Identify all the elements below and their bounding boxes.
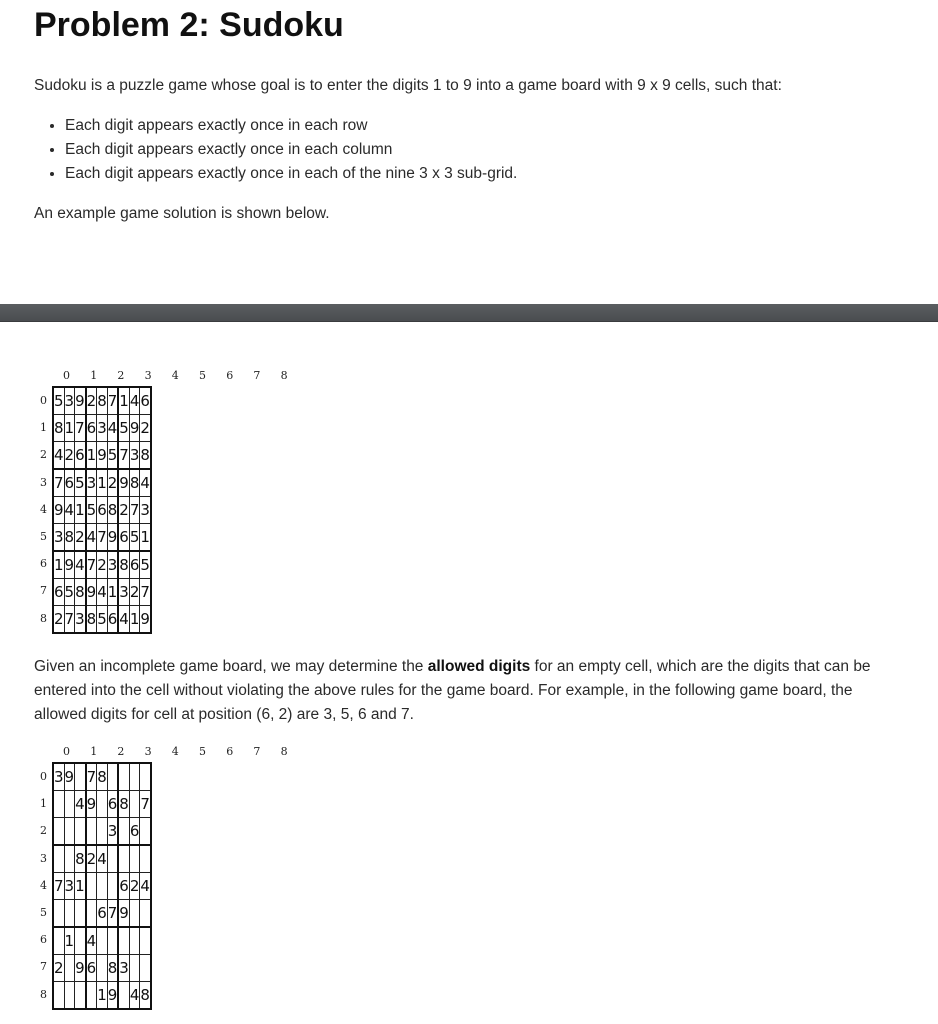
solution-cell: 3	[129, 442, 140, 470]
incomplete-cell	[107, 927, 118, 955]
solution-cell: 6	[118, 524, 129, 552]
solution-cell: 5	[75, 469, 86, 497]
solution-cell: 7	[118, 442, 129, 470]
incomplete-cell	[97, 873, 108, 900]
solution-col-label: 2	[117, 369, 125, 382]
incomplete-cell	[53, 900, 64, 928]
solution-cell: 5	[97, 606, 108, 634]
solution-row-label: 0	[40, 394, 47, 407]
solution-cell: 7	[53, 469, 64, 497]
incomplete-col-label: 8	[280, 745, 288, 758]
incomplete-cell: 7	[53, 873, 64, 900]
incomplete-col-label: 1	[90, 745, 98, 758]
solution-cell: 8	[118, 551, 129, 579]
solution-grid	[52, 386, 152, 634]
incomplete-cell	[118, 763, 129, 791]
rule-item: • Each digit appears exactly once in each row	[65, 114, 517, 138]
solution-cell: 1	[140, 524, 151, 552]
solution-cell: 3	[53, 524, 64, 552]
incomplete-cell: 1	[64, 927, 75, 955]
para-text-after: for an empty cell, which are the digits that can be entered into the cell without violating the above rules for the game board. For example, in the following game board, the allowed digits for cell at position (6, 2) are 3, 5, 6 and 7.	[34, 658, 871, 723]
incomplete-cell	[97, 955, 108, 982]
solution-cell: 9	[53, 497, 64, 524]
section-divider	[0, 304, 938, 322]
incomplete-cell: 6	[118, 873, 129, 900]
incomplete-cell	[107, 763, 118, 791]
solution-cell: 1	[53, 551, 64, 579]
solution-cell: 1	[86, 442, 97, 470]
solution-cell: 2	[53, 606, 64, 634]
solution-cell: 1	[75, 497, 86, 524]
solution-row-label: 4	[40, 502, 47, 516]
incomplete-cell	[86, 982, 97, 1010]
incomplete-cell: 8	[97, 763, 108, 791]
incomplete-cell: 3	[118, 955, 129, 982]
solution-cell: 2	[75, 524, 86, 552]
incomplete-cell: 4	[129, 982, 140, 1010]
solution-cell: 5	[118, 415, 129, 442]
incomplete-cell	[64, 982, 75, 1010]
rule-item: • Each digit appears exactly once in each of the nine 3 x 3 sub-grid.	[65, 162, 517, 186]
intro-paragraph: Sudoku is a puzzle game whose goal is to enter the digits 1 to 9 into a game board with 9 x 9 cells, such that:	[34, 77, 782, 94]
incomplete-cell	[118, 845, 129, 873]
incomplete-cell	[107, 845, 118, 873]
incomplete-cell	[53, 927, 64, 955]
solution-cell: 6	[86, 415, 97, 442]
incomplete-cell	[97, 818, 108, 846]
incomplete-cell: 9	[75, 955, 86, 982]
incomplete-row-label: 8	[40, 987, 47, 1001]
solution-row-label: 8	[40, 611, 47, 625]
incomplete-col-label: 2	[117, 745, 125, 758]
incomplete-cell: 4	[86, 927, 97, 955]
incomplete-cell	[64, 900, 75, 928]
incomplete-cell: 2	[129, 873, 140, 900]
solution-cell: 5	[86, 497, 97, 524]
incomplete-row-label: 5	[40, 906, 47, 919]
solution-cell: 5	[140, 551, 151, 579]
incomplete-row-label: 0	[40, 770, 47, 783]
solution-cell: 2	[118, 497, 129, 524]
solution-cell: 7	[86, 551, 97, 579]
solution-cell: 6	[129, 551, 140, 579]
solution-cell: 6	[64, 469, 75, 497]
incomplete-cell: 8	[140, 982, 151, 1010]
incomplete-cell	[129, 763, 140, 791]
solution-cell: 7	[97, 524, 108, 552]
incomplete-cell	[86, 900, 97, 928]
solution-row-label: 6	[40, 557, 47, 571]
incomplete-cell	[140, 763, 151, 791]
solution-cell: 2	[97, 551, 108, 579]
incomplete-cell	[118, 982, 129, 1010]
incomplete-cell	[64, 955, 75, 982]
solution-col-label: 5	[199, 369, 206, 382]
solution-cell: 4	[118, 606, 129, 634]
incomplete-cell: 4	[140, 873, 151, 900]
solution-cell: 2	[86, 387, 97, 415]
solution-cell: 9	[118, 469, 129, 497]
page-title: Problem 2: Sudoku	[34, 6, 344, 44]
incomplete-cell	[129, 900, 140, 928]
solution-cell: 2	[64, 442, 75, 470]
solution-cell: 5	[53, 387, 64, 415]
incomplete-cell: 8	[75, 845, 86, 873]
incomplete-cell	[97, 927, 108, 955]
solution-cell: 8	[53, 415, 64, 442]
solution-cell: 1	[129, 606, 140, 634]
incomplete-col-label: 3	[144, 745, 152, 758]
incomplete-cell	[129, 845, 140, 873]
solution-cell: 6	[75, 442, 86, 470]
incomplete-cell: 9	[64, 763, 75, 791]
solution-cell: 6	[53, 579, 64, 606]
incomplete-cell: 8	[107, 955, 118, 982]
incomplete-cell: 2	[53, 955, 64, 982]
solution-cell: 1	[64, 415, 75, 442]
incomplete-cell	[64, 845, 75, 873]
rules-list	[34, 114, 517, 186]
solution-cell: 9	[64, 551, 75, 579]
solution-cell: 4	[75, 551, 86, 579]
incomplete-cell	[75, 763, 86, 791]
solution-cell: 2	[129, 579, 140, 606]
incomplete-cell: 9	[107, 982, 118, 1010]
incomplete-row-label: 2	[40, 824, 47, 838]
solution-cell: 3	[107, 551, 118, 579]
solution-cell: 4	[97, 579, 108, 606]
solution-cell: 7	[140, 579, 151, 606]
incomplete-cell	[53, 982, 64, 1010]
solution-cell: 8	[107, 497, 118, 524]
incomplete-cell: 9	[86, 791, 97, 818]
solution-cell: 9	[140, 606, 151, 634]
solution-cell: 4	[64, 497, 75, 524]
incomplete-cell: 3	[107, 818, 118, 846]
solution-cell: 4	[140, 469, 151, 497]
solution-cell: 4	[129, 387, 140, 415]
solution-cell: 3	[64, 387, 75, 415]
solution-cell: 9	[97, 442, 108, 470]
solution-cell: 8	[75, 579, 86, 606]
incomplete-cell	[129, 791, 140, 818]
incomplete-cell	[140, 818, 151, 846]
incomplete-cell	[53, 791, 64, 818]
solution-cell: 3	[118, 579, 129, 606]
solution-cell: 8	[140, 442, 151, 470]
solution-row-label: 5	[40, 530, 47, 543]
incomplete-cell	[75, 927, 86, 955]
incomplete-grid	[52, 762, 152, 1010]
solution-cell: 2	[140, 415, 151, 442]
solution-cell: 6	[97, 497, 108, 524]
solution-cell: 3	[97, 415, 108, 442]
incomplete-cell	[118, 927, 129, 955]
incomplete-cell	[75, 900, 86, 928]
solution-cell: 5	[129, 524, 140, 552]
solution-cell: 4	[86, 524, 97, 552]
solution-col-label: 1	[90, 369, 98, 382]
incomplete-col-label: 7	[253, 745, 261, 758]
incomplete-cell	[140, 927, 151, 955]
incomplete-cell: 4	[75, 791, 86, 818]
incomplete-col-label: 5	[199, 745, 206, 758]
incomplete-cell: 1	[75, 873, 86, 900]
solution-col-label: 6	[226, 369, 234, 382]
incomplete-cell: 7	[86, 763, 97, 791]
solution-cell: 9	[129, 415, 140, 442]
allowed-digits-paragraph	[34, 655, 894, 727]
solution-cell: 8	[64, 524, 75, 552]
solution-cell: 5	[107, 442, 118, 470]
incomplete-cell	[64, 791, 75, 818]
solution-col-label: 8	[280, 369, 288, 382]
incomplete-cell	[86, 818, 97, 846]
solution-cell: 7	[75, 415, 86, 442]
incomplete-col-label: 4	[171, 745, 179, 758]
solution-row-label: 7	[40, 584, 47, 598]
solution-cell: 4	[53, 442, 64, 470]
incomplete-cell: 9	[118, 900, 129, 928]
incomplete-cell: 6	[97, 900, 108, 928]
incomplete-cell	[75, 982, 86, 1010]
solution-row-label: 3	[40, 475, 47, 489]
incomplete-cell	[129, 955, 140, 982]
incomplete-row-label: 1	[40, 797, 47, 811]
para-text-before: Given an incomplete game board, we may determine the	[34, 658, 428, 675]
incomplete-cell	[107, 873, 118, 900]
solution-col-label: 4	[171, 369, 179, 382]
incomplete-cell	[86, 873, 97, 900]
incomplete-row-label: 4	[40, 878, 47, 892]
solution-cell: 1	[118, 387, 129, 415]
solution-col-label: 7	[253, 369, 261, 382]
incomplete-row-label: 7	[40, 960, 47, 974]
example-caption: An example game solution is shown below.	[34, 205, 330, 222]
incomplete-cell: 6	[86, 955, 97, 982]
solution-cell: 1	[107, 579, 118, 606]
incomplete-cell	[140, 955, 151, 982]
incomplete-cell	[129, 927, 140, 955]
incomplete-cell	[118, 818, 129, 846]
incomplete-cell	[75, 818, 86, 846]
solution-cell: 8	[97, 387, 108, 415]
incomplete-cell: 7	[140, 791, 151, 818]
solution-row-label: 1	[40, 421, 47, 435]
incomplete-cell: 1	[97, 982, 108, 1010]
incomplete-cell: 6	[107, 791, 118, 818]
incomplete-cell: 7	[107, 900, 118, 928]
incomplete-cell: 6	[129, 818, 140, 846]
solution-cell: 7	[107, 387, 118, 415]
solution-cell: 3	[140, 497, 151, 524]
incomplete-row-label: 6	[40, 933, 47, 947]
solution-cell: 5	[64, 579, 75, 606]
solution-cell: 9	[107, 524, 118, 552]
solution-cell: 8	[129, 469, 140, 497]
solution-cell: 9	[75, 387, 86, 415]
incomplete-col-label: 6	[226, 745, 234, 758]
solution-cell: 9	[86, 579, 97, 606]
solution-cell: 1	[97, 469, 108, 497]
solution-cell: 3	[86, 469, 97, 497]
allowed-digits-term: allowed digits	[427, 658, 531, 675]
solution-cell: 8	[86, 606, 97, 634]
solution-cell: 6	[140, 387, 151, 415]
incomplete-row-label: 3	[40, 851, 47, 865]
solution-cell: 3	[75, 606, 86, 634]
solution-cell: 4	[107, 415, 118, 442]
incomplete-cell	[64, 818, 75, 846]
solution-cell: 6	[107, 606, 118, 634]
incomplete-cell: 4	[97, 845, 108, 873]
rule-item: • Each digit appears exactly once in each column	[65, 138, 517, 162]
solution-cell: 7	[64, 606, 75, 634]
incomplete-cell: 3	[64, 873, 75, 900]
incomplete-cell	[140, 900, 151, 928]
solution-col-label: 3	[144, 369, 152, 382]
solution-cell: 7	[129, 497, 140, 524]
incomplete-cell: 3	[53, 763, 64, 791]
solution-row-label: 2	[40, 448, 47, 462]
incomplete-cell	[140, 845, 151, 873]
incomplete-cell: 8	[118, 791, 129, 818]
incomplete-col-label: 0	[63, 745, 70, 758]
solution-col-label: 0	[63, 369, 70, 382]
solution-cell: 2	[107, 469, 118, 497]
incomplete-cell: 2	[86, 845, 97, 873]
incomplete-cell	[53, 845, 64, 873]
incomplete-cell	[97, 791, 108, 818]
incomplete-cell	[53, 818, 64, 846]
